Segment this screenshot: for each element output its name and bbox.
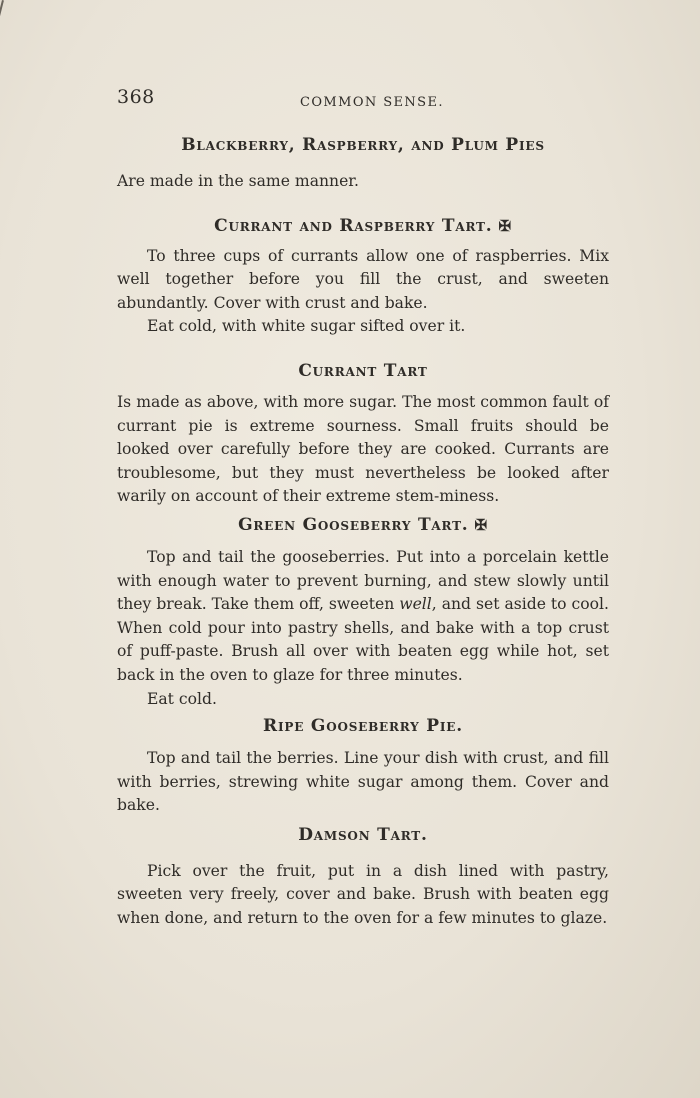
recipe-text-emphasis: well <box>399 595 432 614</box>
recipe-title-ripe-gooseberry-pie <box>117 714 609 738</box>
recipe-title-blackberry-raspberry-plum-pies <box>117 133 609 157</box>
recipe-text: Eat cold. <box>147 689 217 708</box>
recipe-text: Pick over the fruit, put in a dish lined with pastry, sweeten very freely, cover and bake. Brush with beaten egg when done, and return to the oven for a few minutes to glaze. <box>117 861 609 928</box>
recipe-text: Eat cold, with white sugar sifted over it. <box>147 317 466 336</box>
recipe-title-text: Damson Tart. <box>298 824 428 845</box>
recipe-title-text: Ripe Gooseberry Pie. <box>263 716 463 737</box>
recipe-title-damson-tart <box>117 823 609 847</box>
running-head: COMMON SENSE. <box>300 95 444 110</box>
maltese-cross-icon: ✠ <box>474 515 488 534</box>
recipe-text <box>117 546 609 688</box>
recipe-text: Top and tail the berries. Line your dish with crust, and fill with berries, strewing white sugar among them. Cover and bake. <box>117 749 609 815</box>
recipe-text: To three cups of currants allow one of raspberries. Mix well together before you fill the crust, and sweeten abundantly. Cover with crust and bake. <box>117 246 609 312</box>
page-header <box>117 86 617 116</box>
recipe-title-text: Green Gooseberry Tart. <box>238 514 469 535</box>
recipe-title-text: Currant and Raspberry Tart. <box>214 215 493 236</box>
recipe-text: Is made as above, with more sugar. The most common fault of currant pie is extreme sourness. Small fruits should be looked over carefully before they are cooked. Currants are troublesome, but they must nevertheless be looked after warily on account of their extreme stem-miness. <box>117 392 609 506</box>
recipe-text: Are made in the same manner. <box>117 172 359 190</box>
recipe-title-green-gooseberry-tart <box>117 513 609 537</box>
recipe-text-part: , and set aside to cool. When cold pour into pastry shells, and bake with a top crust of puff-paste. Brush all over with beaten egg while hot, set back in the oven to glaze for three minutes. <box>117 595 609 684</box>
maltese-cross-icon: ✠ <box>498 216 512 235</box>
recipe-title-text: Currant Tart <box>298 360 428 381</box>
page-edge-mark <box>0 0 4 33</box>
page-number: 368 <box>117 86 155 108</box>
page-body <box>117 133 609 931</box>
recipe-title-currant-tart <box>117 359 609 383</box>
recipe-title-text: Blackberry, Raspberry, and Plum Pies <box>181 135 545 155</box>
recipe-title-currant-and-raspberry-tart <box>117 214 609 238</box>
recipe-text-part: Top and tail the gooseberries. Put into a porcelain kettle with enough water to prevent burning, and stew slowly until they break. Take them off, sweeten <box>117 547 609 614</box>
